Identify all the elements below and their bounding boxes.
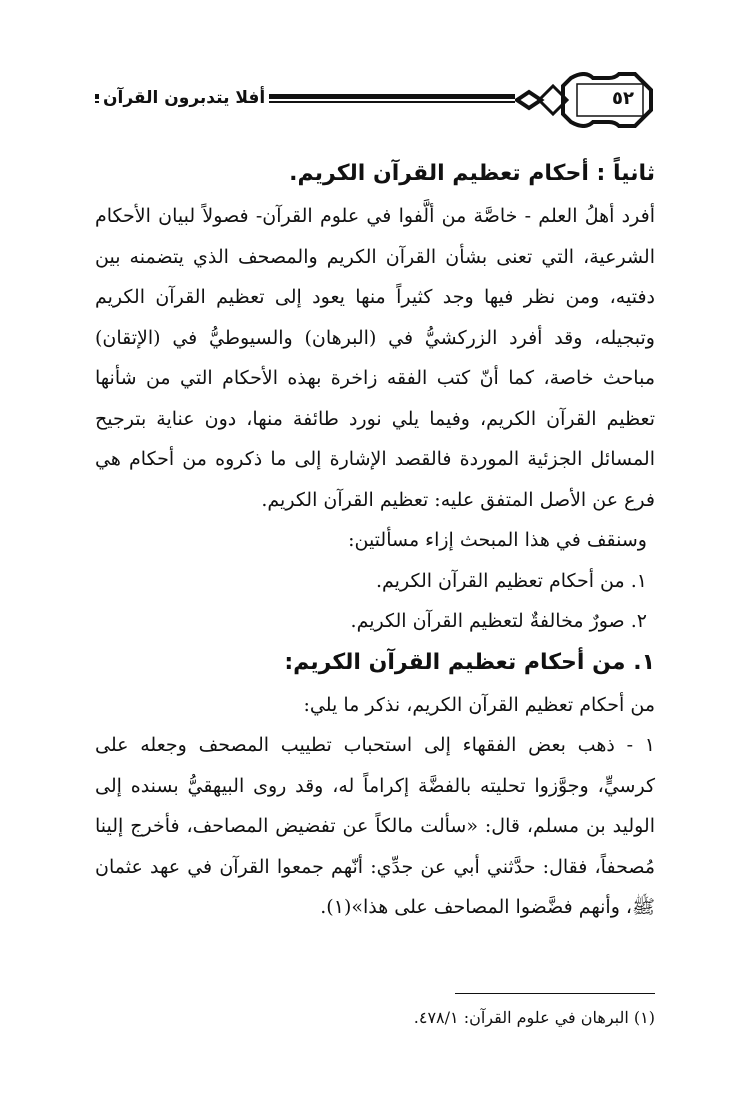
list-item: ٢. صورٌ مخالفةٌ لتعظيم القرآن الكريم. xyxy=(350,609,647,632)
footnote-divider xyxy=(455,993,655,994)
running-header xyxy=(95,72,655,128)
page-number: ٥٢ xyxy=(612,88,634,109)
section-heading: ثانياً : أحكام تعظيم القرآن الكريم. xyxy=(289,161,655,186)
body-paragraph: ١ - ذهب بعض الفقهاء إلى استحباب تطييب المصحف وجعله على كرسيٍّ، وجوَّزوا تحليته بالفضَّة إكراماً له، وقد روى البيهقيُّ بسنده إلى الوليد بن مسلم، قال: «سألت مالكاً عن تفضيض المصاحف، فأخرج إلينا مُصحفاً، فقال: حدَّثني أبي عن جدِّي: أنّهم جمعوا القرآن في عهد عثمان ﷺ، وأنهم فضَّضوا المصاحف على هذا»(١). xyxy=(95,734,655,918)
body-paragraph: أفرد أهلُ العلم - خاصَّة من ألَّفوا في علوم القرآن- فصولاً لبيان الأحكام الشرعية، التي تعنى بشأن القرآن الكريم والمصحف الذي يتضمنه بين دفتيه، ومن نظر فيها وجد كثيراً منها يعود إلى تعظيم القرآن الكريم وتبجيله، وقد أفرد الزركشيُّ في (البرهان) والسيوطيُّ في (الإتقان) مباحث خاصة، كما أنّ كتب الفقه زاخرة بهذه الأحكام التي من شأنها تعظيم القرآن الكريم، وفيما يلي نورد طائفة منها، دون عناية بترجيح المسائل الجزئية الموردة فالقصد الإشارة إلى ما ذكروه من أحكام هي فرع عن الأصل المتفق عليه: تعظيم القرآن الكريم. xyxy=(95,205,655,511)
footnote: (١) البرهان في علوم القرآن: ٤٧٨/١. xyxy=(413,1008,655,1027)
body-paragraph: من أحكام تعظيم القرآن الكريم، نذكر ما يلي: xyxy=(303,693,655,716)
list-item: ١. من أحكام تعظيم القرآن الكريم. xyxy=(376,569,647,592)
running-title: أفلا يتدبرون القرآن xyxy=(99,88,269,108)
subsection-heading: ١. من أحكام تعظيم القرآن الكريم: xyxy=(284,649,655,675)
body-paragraph: وسنقف في هذا المبحث إزاء مسألتين: xyxy=(348,529,647,551)
page-body xyxy=(95,152,655,928)
